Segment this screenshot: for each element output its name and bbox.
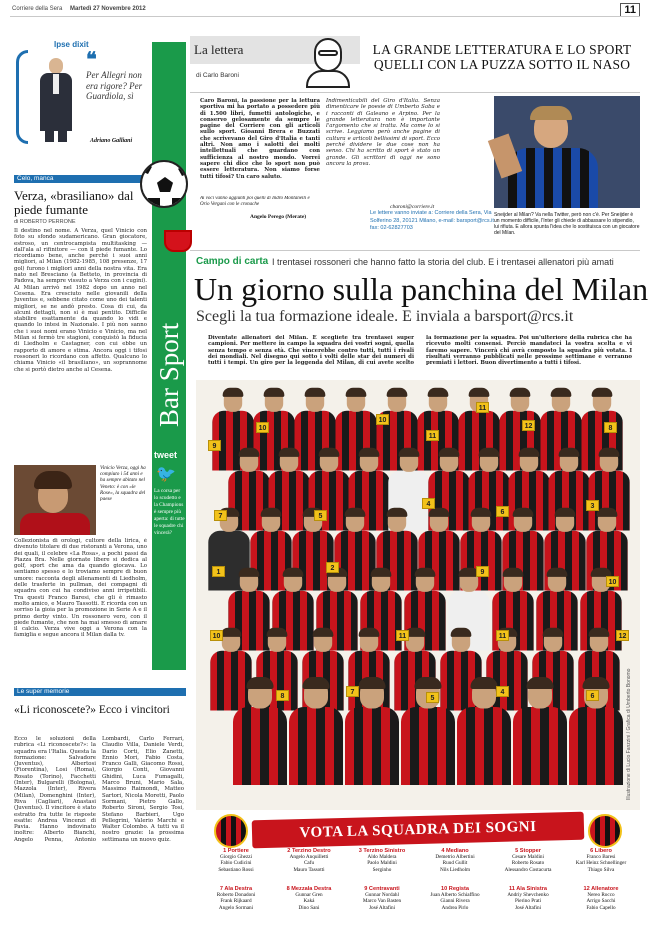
number-badge: 11: [496, 630, 509, 641]
role-title: 11 Ala Sinistra: [508, 886, 548, 892]
tweet-label: tweet: [154, 450, 178, 460]
role-names: Demetrio Albertini Ruud Gullit Nils Liedholm: [435, 854, 475, 873]
celo-title: Verza, «brasiliano» dal piede fumante: [14, 188, 134, 217]
quote-mark-icon: ❝: [86, 47, 97, 71]
campo-kicker: Campo di carta: [196, 256, 269, 267]
vota-banner: VOTA LA SQUADRA DEI SOGNI: [252, 812, 585, 849]
bar-sport-title: Bar Sport: [154, 322, 184, 427]
number-badge: 7: [214, 510, 227, 521]
number-badge: 10: [210, 630, 223, 641]
twitter-bird-icon: 🐦: [156, 464, 176, 483]
role-names: Andriy Shevchenko Pierino Prati José Altafini: [507, 892, 549, 911]
number-badge: 12: [616, 630, 629, 641]
number-badge: 5: [314, 510, 327, 521]
galliani-photo: [40, 58, 72, 142]
celo-body: Il destino nel nome. A Verza, quel Vinicio con foto su sfondo sudamericano. Gran giocatore, estroso, un centrocampista multitasking — dall'ala al rifinitore — con il piede fumante. Lo ricordiamo bene, anche perché i suoi anni migliori, al Milan (1982-1985, 108 presenze, 17 gol) furono i migliori anni della nostra vita. Era nato nel Bresciano (a Betteto, in provincia di Padova, ha sempre vissuto a Verza con i cugini). Al Milan arrivò nel 1982 dopo un anno nel Cesena. Era cresciuto nelle giovanili della Juventus e, sebbene citato come uno dei talenti migliori, se ne andò presto. Cosa di cui, da alcuni dettagli, non si è mai pentito. Difficile stabilire esattamente da quando lo vidi e quando lo intesi in Nazionale. I più non sanno che i suoi nomi erano Vinicio e Vinicio, ma nel Milan si fermò tre stagioni, conquistò la fiducia di Liedholm e Castagner, con cui ebbe un rapporto di amore e stima. Ancora oggi i tifosi rossoneri lo ricordano con affetto. Qualcuno lo chiama Vinicio «il brasiliano», un soprannome che si portò dietro anche al Cesena.: [14, 228, 147, 373]
role-names: Gunnar Nordahl Marco Van Basten José Altafini: [362, 892, 402, 911]
number-badge: 10: [256, 422, 269, 433]
role-title: 2 Terzino Destro: [287, 848, 331, 854]
number-badge: 11: [396, 630, 409, 641]
lettera-note: Ai voci vanno aggiunti poi quelli di Indro Montanelli e Orio Vergani con le cronache: [200, 196, 310, 207]
lettera-answer: Indimenticabili del Giro d'Italia. Senza dimenticare le poesie di Umberto Saba e i racconti di Galeano e Arpino. Per la grande letteratura non è importante l'argomento che si tratta. Ma come lo si scrive. Leggiamo però anche pagine di cultura e articoli bellissimi di sport. Ecco perché dividere le due cose non ha senso. Chi ha scritto di sport è stato un grande. Gli scrittori di oggi ne sono ancora la prova.: [326, 98, 440, 167]
celo-manca-section: [14, 175, 149, 665]
role-block: [273, 886, 345, 911]
campo-headline: Un giorno sulla panchina del Milan: [194, 271, 649, 307]
number-badge: 4: [422, 498, 435, 509]
role-names: Cesare Maldini Roberto Rosato Alessandro Costacurta: [504, 854, 552, 873]
campo-rule: [190, 250, 640, 251]
number-badge: 6: [496, 506, 509, 517]
lettera-byline: di Carlo Baroni: [196, 72, 239, 79]
role-block: [565, 886, 637, 911]
top-rule: [10, 16, 640, 17]
number-badge: 6: [586, 690, 599, 701]
role-names: Roberto Donadoni Frank Rijkaard Angelo Sormani: [216, 892, 256, 911]
illustration-credit: Illustrazione di Lucio Fanzzini / Grafica di Umberto Bonomo: [626, 668, 632, 800]
role-block: [273, 848, 345, 873]
baroni-caricature: [300, 34, 356, 90]
role-names: Franco Baresi Karl Heinz Schnellinger Thiago Silva: [575, 854, 627, 873]
role-block: [200, 848, 272, 873]
milan-crest-right-icon: [588, 814, 622, 848]
role-block: [346, 848, 418, 873]
memorie-section: [14, 688, 186, 918]
role-block: [492, 886, 564, 911]
role-title: 12 Allenatore: [583, 886, 619, 892]
lettera-kicker: La lettera: [194, 42, 244, 57]
tweet-text: La corsa per lo scudetto e la Champions è sempre più aperta: di tutte le squadre chi vincerà?: [154, 488, 185, 536]
number-badge: 11: [476, 402, 489, 413]
player-figure: [510, 680, 570, 785]
number-badge: 11: [426, 430, 439, 441]
soccer-ball-icon: [140, 160, 188, 208]
role-names: Nereo Rocco Arrigo Sacchi Fabio Capello: [586, 892, 616, 911]
role-block: [346, 886, 418, 911]
role-title: 3 Terzino Sinistro: [358, 848, 406, 854]
ipse-label: Ipse dixit: [54, 40, 89, 49]
bracket-decoration: [16, 50, 28, 144]
sneijder-photo: [494, 96, 640, 208]
memorie-title: «Li riconoscete?» Ecco i vincitori: [14, 704, 170, 716]
role-names: Aldo Maldera Paolo Maldini Serginho: [367, 854, 397, 873]
role-title: 10 Regista: [441, 886, 469, 892]
memorie-kicker: Le super memorie: [17, 688, 70, 695]
lettera-email: cbaroni@corriere.it: [390, 204, 435, 210]
lettera-title: LA GRANDE LETTERATURA E LO SPORT QUELLI CON LA PUZZA SOTTO IL NASO: [372, 42, 632, 72]
celo-kicker: Celo, manca: [17, 175, 54, 182]
player-figure: [286, 680, 346, 785]
masthead-paper: Corriere della Sera: [12, 6, 63, 12]
number-badge: 9: [476, 566, 489, 577]
number-badge: 8: [604, 422, 617, 433]
role-title: 9 Centravanti: [364, 886, 400, 892]
ipse-author: Adriano Galliani: [90, 138, 133, 144]
bar-sport-sidebar: [152, 42, 186, 670]
page-number: 11: [620, 3, 640, 17]
role-names: Juan Alberto Schiaffino Gianni Rivera Andrea Pirlo: [430, 892, 480, 911]
role-title: 7 Ala Destra: [219, 886, 253, 892]
team-illustration: [196, 380, 640, 810]
ipse-dixit-box: [14, 30, 149, 150]
number-badge: 12: [522, 420, 535, 431]
number-badge: 9: [208, 440, 221, 451]
campo-subkicker: I trentasei rossoneri che hanno fatto la storia del club. E i trentasei allenatori più amati: [272, 257, 614, 267]
memorie-body: Ecco le soluzioni della rubrica «Li riconoscete?»: la squadra era l'Italia. Questa la formazione: Salvadore (Juventus), Albertosi (Fiorentina), Losi (Roma), Rosato (Torino), Facchetti (Inter), Bulgarelli (Bologna), Mazzola (Inter), Rivera (Milan), Domenghini (Inter), Riva (Cagliari), Anastasi (Juventus). Il vincitore è stato estratto fra tutte le risposte esatte: Andrea Vincenzi di Pavia. Hanno indovinato inoltre: Alberto Bianchi, Angelo Penna, Antonio Lombardi, Carlo Ferrari, Claudio Villa, Daniele Verdi, Dario Corti, Elio Zanetti, Ennio Mori, Fabio Costa, Franco Galli, Giacomo Rossi, Giorgio Conti, Giovanni Ghidini, Luca Fumagalli, Marco Bruni, Mario Sala, Massimo Raimondi, Matteo Sartori, Nicola Moretti, Paolo Sormani, Pietro Gallo, Roberto Sironi, Sergio Tosi, Stefano Barbieri, Ugo Pellegrini, Valerio Marchi e Walter Colombo. A tutti va il nostro grazie: la prossima settimana un nuovo quiz.: [14, 736, 184, 843]
number-badge: 4: [496, 686, 509, 697]
verza-photo: [14, 465, 96, 535]
number-badge: 10: [606, 576, 619, 587]
role-names: Giorgio Ghezzi Fabio Cudicini Sebastiano Rossi: [218, 854, 254, 873]
lettera-rule: [190, 92, 640, 93]
role-title: 4 Mediano: [441, 848, 469, 854]
lettera-contact: Le lettere vanno inviate a: Corriere della Sera, Via Solferino 28, 20121 Milano, e-mail: barsport@rcs.it fax: 02-62827703: [370, 210, 494, 231]
masthead-date: Martedì 27 Novembre 2012: [70, 6, 146, 12]
campo-sub: Scegli la tua formazione ideale. E inviala a barsport@rcs.it: [196, 308, 574, 325]
lettera-sign: Angelo Perego (Merate): [250, 214, 307, 220]
role-title: 1 Portiere: [223, 848, 249, 854]
role-names: Angelo Anquilletti Cafu Mauro Tassotti: [289, 854, 329, 873]
role-block: [492, 848, 564, 873]
campo-body: Diventate allenatori del Milan. E scegliete tra trentasei super campioni. Per mettere in campo la squadra dei vostri sogni, quella senza tempo e senza età. Che vincerebbe contro tutti, tutti i rivali dei mondiali. Nel disegno qui sotto i volti delle star dei numeri di tutti i tempi. Un giro per la leggenda del Milan, di cui avete scelto la formazione per la squadra. Poi un'ulteriore della rubrica che ha ricevuto molti consensi. Perciò mandateci la vostra scelta e vi faremo sapere. Vincerà chi avrà composto la squadra più votata. I risultati verranno pubblicati nelle prossime settimane e verranno premiati i lettori. Buon divertimento a tutti i tifosi.: [208, 335, 632, 367]
roles-grid: [200, 848, 640, 922]
number-badge: 3: [586, 500, 599, 511]
verza-caption: Vinicio Verza, oggi ha compiuto i 54 anni e ha sempre abitato nel Veneto: è con «le Rose», la squadra del paese: [100, 465, 146, 503]
milan-crest-left-icon: [214, 814, 248, 848]
role-block: [419, 886, 491, 911]
number-badge: 8: [276, 690, 289, 701]
ipse-quote: Per Allegri non era rigore? Per Guardiola, sì: [86, 70, 143, 101]
role-title: 5 Stopper: [515, 848, 541, 854]
role-title: 6 Libero: [590, 848, 612, 854]
celo-byline: di ROBERTO PERRONE: [14, 219, 76, 225]
role-title: 8 Mezzala Destra: [286, 886, 332, 892]
number-badge: 10: [376, 414, 389, 425]
celo-body-2: Collezionista di orologi, cultore della lirica, è divenuto titolare di due ristoranti a Verona, uno dei quali, il celebre «La Rosa», a pochi passi da Piazza Bra. Nelle giornate libere si dedica al golf, sport che ama da quando giocava. Lo sentiamo spesso e lo troviamo sempre di buon umore: racconta degli allenamenti di Liedholm, delle trasferte in pullman, dei compagni di squadra con cui ha condiviso anni irripetibili. Tra questi Franco Baresi, che gli è rimasto molto amico, e Mauro Tassotti. E ricorda con un sorriso la gioia per la promozione in Serie A e il primo derby vinto. Un rossonero vero, con il piede fumante, che non ha mai smesso di amare il calcio. Verza vive oggi a Verona con la famiglia e segue ancora il Milan dalla tv.: [14, 538, 147, 639]
sneijder-caption: Sneijder al Milan? Va nella Twitter, però non c'è. Per Sneijder è un momento difficile, l'Inter gli chiede di abbassare lo stipendio, lui rifiuta. E allora spunta l'idea che lo sostituisca con un giocatore del Milan.: [494, 212, 640, 236]
number-badge: 7: [346, 686, 359, 697]
role-names: Gunnar Gren Kaká Dino Sani: [295, 892, 323, 911]
role-block: [565, 848, 637, 873]
cup-icon: [164, 230, 192, 252]
role-block: [419, 848, 491, 873]
lettera-body: Caro Baroni, la passione per la lettura sportiva mi ha portato a possedere più di 1.500 libri, fumetti antologiche, e conservo gelosamente da sempre le pagine del Corriere con gli articoli sullo sport. Gioanni Brera e Buzzati che scrivevano del Giro d'Italia e tanti altri. Non amo i salotti dei molti intellettuali che guardano con sufficienza al nostro mondo. Vorrei sapere chi dice che lo sport non può essere letteratura. Non siamo forse tutti tifosi? Un caro saluto.: [200, 98, 320, 180]
number-badge: 5: [426, 692, 439, 703]
number-badge: 2: [326, 562, 339, 573]
role-block: [200, 886, 272, 911]
number-badge: 1: [212, 566, 225, 577]
